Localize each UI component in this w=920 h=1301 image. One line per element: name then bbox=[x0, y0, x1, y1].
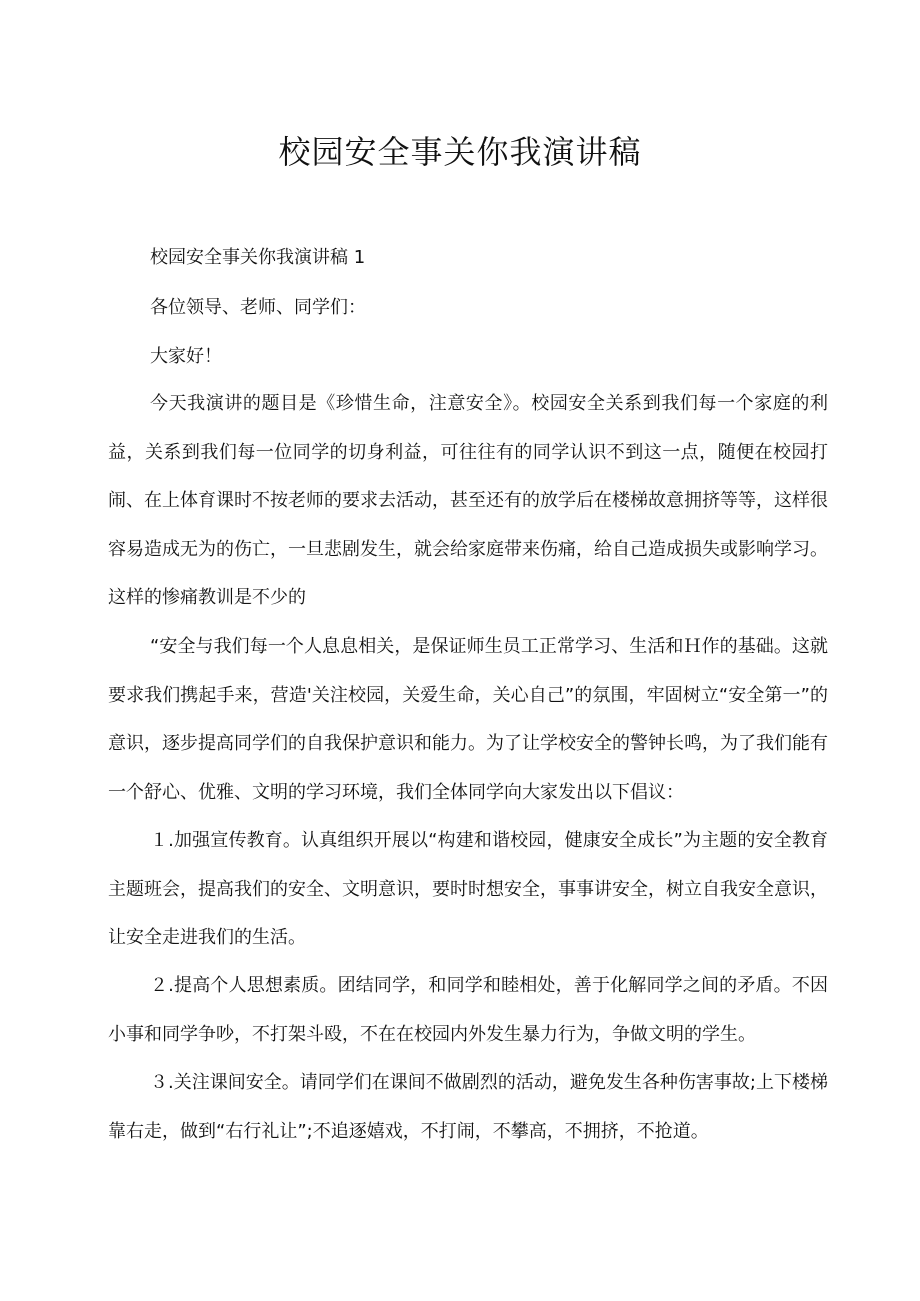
speech-subtitle: 校园安全事关你我演讲稿 1 bbox=[150, 247, 366, 268]
paragraph-item-3: ３.关注课间安全。请同学们在课间不做剧烈的活动，避免发生各种伤害事故;上下楼梯靠右走，做到“右行礼让”;不追逐嬉戏，不打闹，不攀高，不拥挤，不抢道。 bbox=[108, 1072, 828, 1142]
greeting: 大家好！ bbox=[150, 346, 222, 367]
paragraph-intro: 今天我演讲的题目是《珍惜生命，注意安全》。校园安全关系到我们每一个家庭的利益，关系到我们每一位同学的切身利益，可往往有的同学认识不到这一点，随便在校园打闹、在上体育课时不按老师的要求去活动，甚至还有的放学后在楼梯故意拥挤等等，这样很容易造成无为的伤亡，一旦悲剧发生，就会给家庭带来伤痛，给自己造成损失或影响学习。这样的惨痛教训是不少的 bbox=[108, 393, 828, 608]
paragraph-safety: “安全与我们每一个人息息相关，是保证师生员工正常学习、生活和Ｈ作的基础。这就要求我们携起手来，营造'关注校园，关爱生命，关心自己”的氛围，牢固树立“安全第一”的意识，逐步提高同学们的自我保护意识和能力。为了让学校安全的警钟长鸣，为了我们能有一个舒心、优雅、文明的学习环境，我们全体同学向大家发出以下倡议： bbox=[108, 636, 828, 803]
document-title: 校园安全事关你我演讲稿 bbox=[278, 133, 642, 171]
paragraph-item-2: ２.提高个人思想素质。团结同学，和同学和睦相处，善于化解同学之间的矛盾。不因小事和同学争吵，不打架斗殴，不在在校园内外发生暴力行为，争做文明的学生。 bbox=[108, 975, 828, 1045]
salutation: 各位领导、老师、同学们： bbox=[150, 297, 366, 318]
paragraph-item-1: １.加强宣传教育。认真组织开展以“构建和谐校园，健康安全成长”为主题的安全教育主题班会，提高我们的安全、文明意识，要时时想安全，事事讲安全，树立自我安全意识，让安全走进我们的生活。 bbox=[108, 830, 828, 948]
